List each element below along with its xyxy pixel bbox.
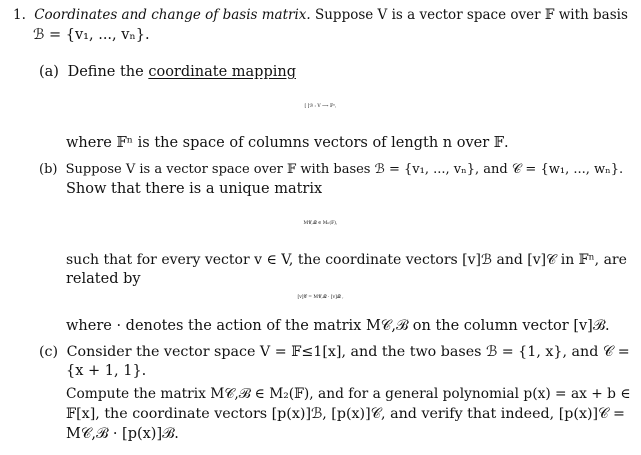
part-b-line1	[39, 161, 623, 179]
part-b-label: (b)	[39, 162, 58, 177]
part-c-label: (c)	[39, 344, 59, 360]
part-b-text1: Suppose V is a vector space over 𝔽 with bases ℬ = {v₁, ..., vₙ}, and 𝒞 = {w₁, ..., wₙ}.	[65, 162, 624, 177]
part-c-line3: Compute the matrix M𝒞,ℬ ∈ M₂(𝔽), and for a general polynomial p(x) = ax + b ∈	[66, 386, 631, 402]
part-a-label: (a)	[39, 64, 59, 80]
problem-number: 1.	[13, 7, 26, 23]
part-c-text1: Consider the vector space V = 𝔽≤1[x], and the two bases ℬ = {1, x}, and 𝒞 =	[66, 344, 630, 360]
problem-intro-text: Suppose V is a vector space over 𝔽 with basis	[310, 7, 628, 23]
part-a-formula: [ ]ℬ : V ⟶ 𝔽ⁿ,	[304, 104, 337, 109]
part-a-line1	[39, 63, 296, 81]
part-b-formula1: M𝒞,ℬ ∈ Mₙ(𝔽),	[303, 221, 338, 226]
part-c-line2: {x + 1, 1}.	[66, 363, 147, 379]
part-b-line2: Show that there is a unique matrix	[66, 181, 323, 197]
problem-title: Coordinates and change of basis matrix.	[34, 7, 311, 23]
part-c-line4: 𝔽[x], the coordinate vectors [p(x)]ℬ, [p(x)]𝒞, and verify that indeed, [p(x)]𝒞 =	[66, 406, 625, 422]
part-b-line5: where · denotes the action of the matrix M𝒞,ℬ on the column vector [v]ℬ.	[66, 318, 610, 334]
part-a-text: Define the	[67, 64, 149, 80]
part-a-term: coordinate mapping	[148, 64, 296, 80]
problem-intro-line1	[13, 6, 628, 24]
part-b-line4: related by	[66, 271, 141, 287]
part-c-line5: M𝒞,ℬ · [p(x)]ℬ.	[66, 426, 179, 442]
part-a-where: where 𝔽ⁿ is the space of columns vectors of length n over 𝔽.	[66, 135, 509, 151]
part-b-formula2: [v]𝒞 = M𝒞,ℬ · [v]ℬ ,	[297, 295, 344, 300]
problem-intro-line2: ℬ = {v₁, ..., vₙ}.	[33, 27, 150, 43]
part-c-line1	[39, 343, 630, 361]
part-b-line3: such that for every vector v ∈ V, the coordinate vectors [v]ℬ and [v]𝒞 in 𝔽ⁿ, are	[66, 252, 627, 268]
